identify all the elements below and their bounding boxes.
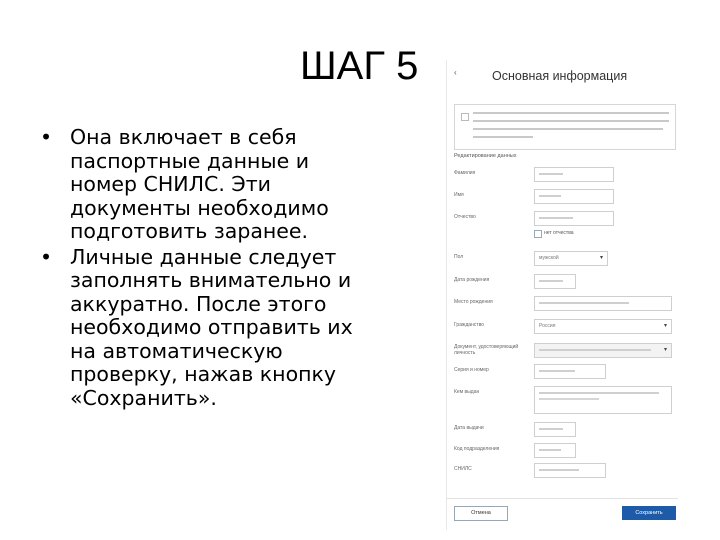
- gender-select[interactable]: [534, 251, 608, 266]
- bullet-line: документы необходимо: [70, 195, 329, 220]
- back-arrow-icon[interactable]: ‹: [454, 68, 457, 77]
- bullet-line: Личные данные следует: [70, 244, 337, 269]
- field-surname: [446, 167, 678, 183]
- bullet-line: аккуратно. После этого: [70, 291, 327, 316]
- name-input[interactable]: [534, 189, 614, 204]
- checkbox-icon[interactable]: [461, 113, 469, 121]
- issued-by-textarea[interactable]: [534, 386, 672, 414]
- division-code-input[interactable]: [534, 443, 576, 458]
- chevron-down-icon: ▾: [663, 347, 667, 353]
- field-label: Пол: [454, 254, 464, 260]
- field-label: Дата выдачи: [454, 425, 484, 431]
- field-patronymic: [446, 211, 678, 227]
- divider: [446, 498, 678, 499]
- notice-text: [473, 120, 669, 122]
- notice-text: [473, 112, 669, 114]
- cancel-button[interactable]: Отмена: [454, 506, 508, 521]
- no-patronymic-label: нет отчества: [544, 230, 574, 236]
- chevron-down-icon: ▾: [599, 255, 603, 261]
- field-label: Кем выдан: [454, 389, 480, 395]
- field-label: Гражданство: [454, 322, 484, 328]
- field-label: Отчество: [454, 214, 476, 220]
- field-issued-by: [446, 386, 678, 416]
- bullet-line: паспортные данные и: [70, 148, 310, 173]
- field-series-number: [446, 364, 678, 380]
- field-document: [446, 343, 678, 359]
- form-header-title: Основная информация: [492, 69, 628, 83]
- notice-text: [473, 128, 663, 130]
- bullet-line: заполнять внимательно и: [70, 268, 352, 292]
- field-citizenship: [446, 319, 678, 335]
- bullet-glyph: •: [40, 125, 53, 149]
- bullet-line: на автоматическую: [70, 338, 283, 363]
- citizenship-value: Россия: [539, 323, 556, 329]
- field-division-code: [446, 443, 678, 459]
- bullet-line: проверку, нажав кнопку: [70, 362, 337, 386]
- save-button[interactable]: Сохранить: [622, 506, 676, 520]
- bullet-list: [38, 126, 368, 412]
- document-select[interactable]: [534, 343, 672, 358]
- field-label: Дата рождения: [454, 277, 490, 283]
- bullet-line: Она включает в себя: [70, 125, 297, 149]
- field-name: [446, 189, 678, 205]
- birth-place-input[interactable]: [534, 296, 672, 311]
- gender-value: мужской: [539, 255, 559, 261]
- series-number-input[interactable]: [534, 364, 606, 379]
- issue-date-input[interactable]: [534, 422, 576, 437]
- slide-title: ШАГ 5: [300, 44, 419, 88]
- field-birth-date: [446, 274, 678, 290]
- bullet-line: необходимо отправить их: [70, 315, 353, 339]
- surname-input[interactable]: [534, 167, 614, 182]
- notice-box: [454, 104, 676, 150]
- field-birth-place: [446, 296, 678, 312]
- bullet-item: [38, 126, 368, 244]
- field-issue-date: [446, 422, 678, 438]
- field-label: Документ, удостоверяющий личность: [454, 344, 519, 356]
- field-gender: [446, 251, 678, 267]
- divider: [446, 60, 447, 530]
- field-label: Код подразделения: [454, 446, 500, 452]
- checkbox-icon[interactable]: [534, 230, 542, 238]
- chevron-down-icon: ▾: [663, 323, 667, 329]
- patronymic-input[interactable]: [534, 211, 614, 226]
- bullet-line: номер СНИЛС. Эти: [70, 172, 271, 196]
- bullet-glyph: •: [40, 244, 53, 269]
- field-label: Имя: [454, 192, 464, 198]
- field-label: Место рождения: [454, 299, 493, 305]
- snils-input[interactable]: [534, 463, 606, 478]
- notice-text: [473, 136, 533, 138]
- field-snils: [446, 463, 678, 479]
- birth-date-input[interactable]: [534, 274, 576, 289]
- bullet-line: «Сохранить».: [70, 385, 217, 410]
- section-title: Редактирование данных: [454, 153, 517, 159]
- field-label: Фамилия: [454, 170, 476, 176]
- form-screenshot: [446, 60, 678, 530]
- field-label: Серия и номер: [454, 367, 489, 373]
- field-label: СНИЛС: [454, 466, 472, 472]
- bullet-line: подготовить заранее.: [70, 219, 309, 243]
- citizenship-select[interactable]: [534, 319, 672, 334]
- bullet-item: [38, 246, 368, 411]
